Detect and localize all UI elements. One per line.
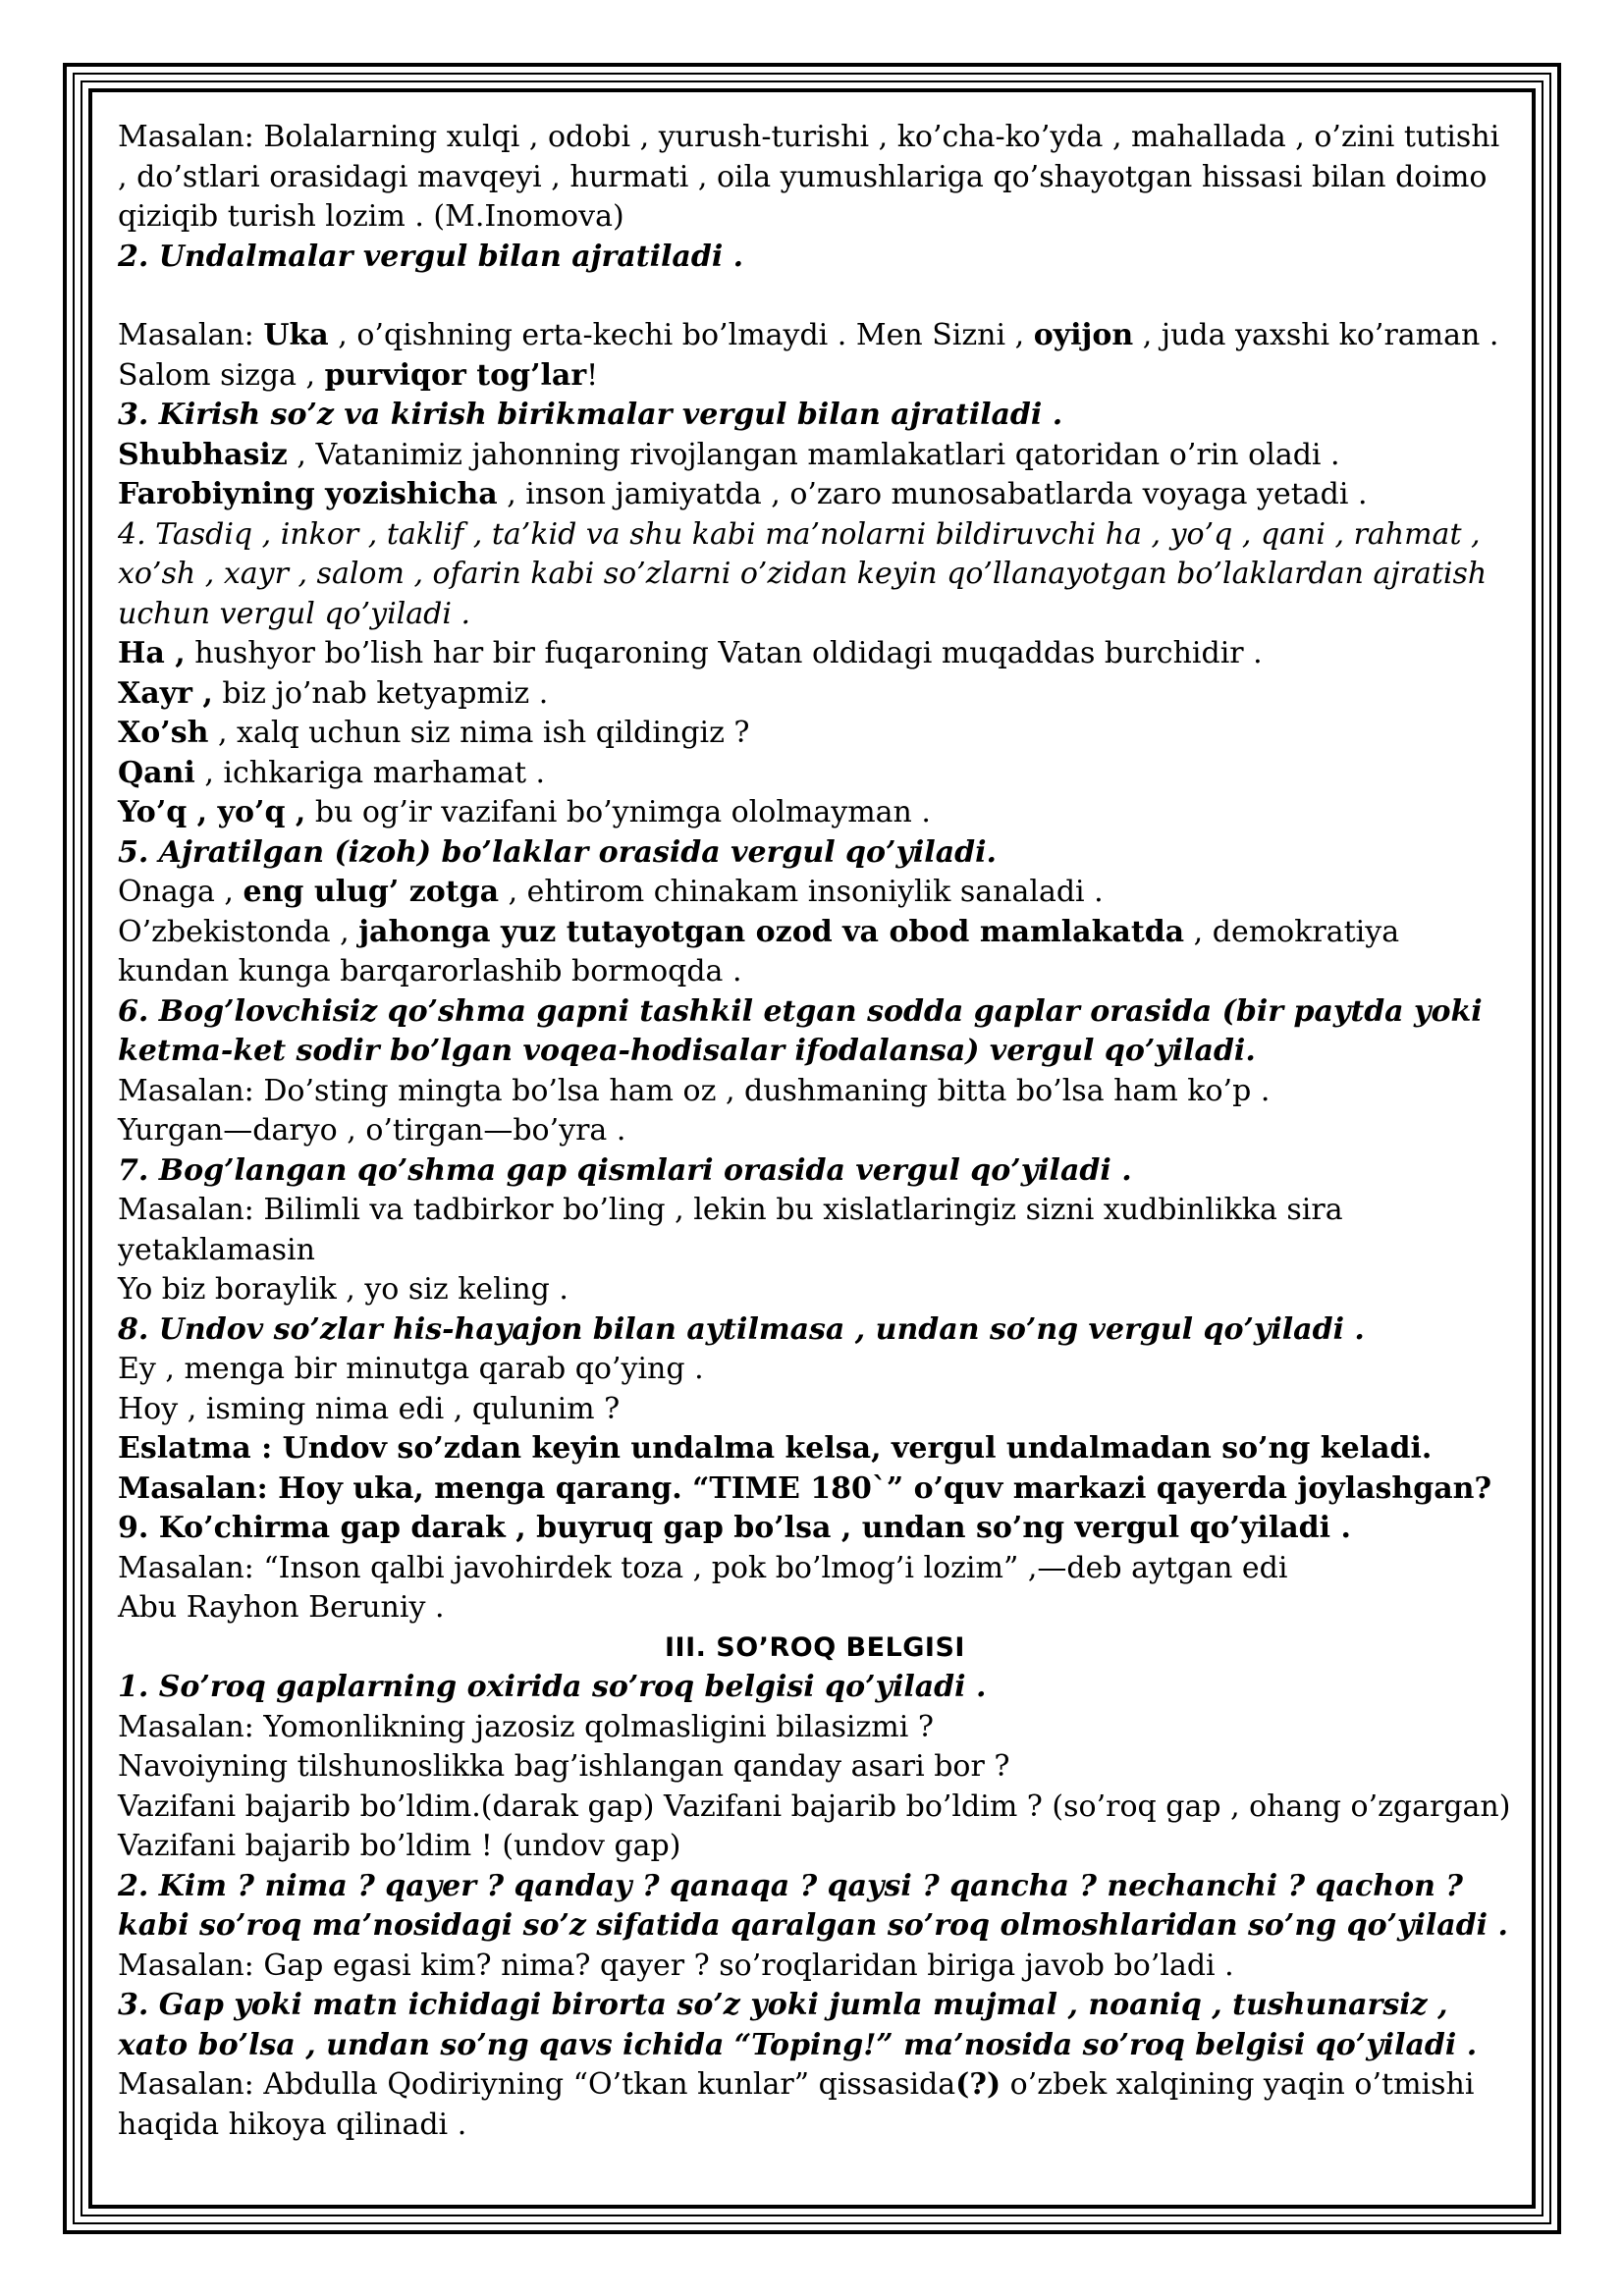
bold-term: eng ulug’ zotga [243, 875, 500, 909]
text: , Vatanimiz jahonning rivojlangan mamlakatlari qatoridan o’rin oladi . [287, 437, 1340, 472]
rule-6-example-b: Yurgan—daryo , o’tirgan—bo’yra . [118, 1113, 626, 1148]
text: Onaga , [118, 875, 244, 909]
rule-4-example [118, 793, 1512, 833]
s3-rule-1-example: Navoiyning tilshunoslikka bag’ishlangan qanday asari bor ? [118, 1749, 1010, 1784]
text: bu og’ir vazifani bo’ynimga ololmayman . [305, 795, 931, 829]
rule-3-example-a [118, 436, 1512, 476]
s3-rule-2: 2. Kim ? nima ? qayer ? qanday ? qanaqa ? qaysi ? qancha ? nechanchi ? qachon ? kabi so’roq ma’nosidagi so’z sifatida qaralgan so’roq olmoshlaridan so’ng qo’yiladi . [118, 1868, 1508, 1943]
text: Masalan: [118, 318, 264, 352]
text: , xalq uchun siz nima ish qildingiz ? [208, 716, 750, 750]
rule-4-example [118, 634, 1512, 674]
rule-9-example-b: Abu Rayhon Beruniy . [118, 1590, 445, 1625]
rule-4-example [118, 674, 1512, 715]
rule-2: 2. Undalmalar vergul bilan ajratiladi . [118, 239, 744, 274]
rule-4-example [118, 714, 1512, 754]
s3-rule-3-example [118, 2065, 1512, 2145]
bold-term: Qani [118, 755, 195, 790]
bold-term: Uka [263, 318, 329, 352]
rule-3-example-b [118, 475, 1512, 515]
rule-7-example-a: Masalan: Bilimli va tadbirkor bo’ling , lekin bu xislatlaringiz sizni xudbinlikka sira yetaklamasin [118, 1193, 1343, 1267]
text: , o’qishning erta-kechi bo’lmaydi . Men Sizni , [328, 318, 1034, 352]
text: Masalan: Abdulla Qodiriyning “O’tkan kunlar” qissasida [118, 2067, 956, 2102]
section-heading: III. SO’ROQ BELGISI [665, 1631, 965, 1663]
text: , ehtirom chinakam insoniylik sanaladi . [499, 875, 1104, 909]
rule-5-example-a [118, 873, 1512, 913]
text: hushyor bo’lish har bir fuqaroning Vatan oldidagi muqaddas burchidir . [185, 636, 1263, 670]
rule-5-example-b [118, 913, 1512, 992]
rule-6-example-a: Masalan: Do’sting mingta bo’lsa ham oz , dushmaning bitta bo’lsa ham ko’p . [118, 1073, 1271, 1108]
rule-8-note: Eslatma : Undov so’zdan keyin undalma kelsa, vergul undalmadan so’ng keladi. [118, 1431, 1433, 1466]
rule-5: 5. Ajratilgan (izoh) bo’laklar orasida vergul qo’yiladi. [118, 834, 997, 870]
rule-8-example-a: Ey , menga bir minutga qarab qo’ying . [118, 1352, 704, 1386]
bold-term: Xo’sh [118, 716, 209, 750]
rule-7-example-b: Yo biz boraylik , yo siz keling . [118, 1272, 568, 1307]
s3-rule-1-example: Vazifani bajarib bo’ldim.(darak gap) Vazifani bajarib bo’ldim ? (so’roq gap , ohang o’zgargan) [118, 1789, 1511, 1824]
s3-rule-3: 3. Gap yoki matn ichidagi birorta so’z yoki jumla mujmal , noaniq , tushunarsiz , xato bo’lsa , undan so’ng qavs ichida “Toping!” ma’nosida so’roq belgisi qo’yiladi . [118, 1988, 1478, 2062]
text: O’zbekistonda , [118, 914, 359, 949]
bold-term: oyijon [1033, 318, 1134, 352]
s3-rule-1: 1. So’roq gaplarning oxirida so’roq belgisi qo’yiladi . [118, 1670, 987, 1704]
rule-9: 9. Ko’chirma gap darak , buyruq gap bo’lsa , undan so’ng vergul qo’yiladi . [118, 1511, 1351, 1545]
rule-6: 6. Bog’lovchisiz qo’shma gapni tashkil etgan sodda gaplar orasida (bir paytda yoki ketma-ket sodir bo’lgan voqea-hodisalar ifodalansa) vergul qo’yiladi. [118, 993, 1483, 1068]
rule-2-example [118, 316, 1512, 396]
intro-example: Masalan: Bolalarning xulqi , odobi , yurush-turishi , ko’cha-ko’yda , mahallada , o’zini tutishi , do’stlari orasidagi mavqeyi , hurmati , oila yumushlariga qo’shayotgan hissasi bilan doimo qiziqib turish lozim . (M.Inomova) [118, 120, 1500, 234]
rule-7: 7. Bog’langan qo’shma gap qismlari orasida vergul qo’yiladi . [118, 1152, 1132, 1188]
rule-3: 3. Kirish so’z va kirish birikmalar vergul bilan ajratiladi . [118, 398, 1063, 432]
bold-term: (?) [955, 2067, 1001, 2102]
text: o’zbek xalqining yaqin o’tmishi haqida hikoya qilinadi . [118, 2067, 1475, 2142]
rule-4: 4. Tasdiq , inkor , taklif , ta’kid va shu kabi ma’nolarni bildiruvchi ha , yo’q , qani , rahmat , xo’sh , xayr , salom , ofarin kabi so’zlarni o’zidan keyin qo’llanayotgan bo’laklardan ajratish uchun vergul qo’yiladi . [118, 516, 1488, 631]
text: , juda yaxshi ko’raman . Salom sizga , [118, 318, 1499, 393]
rule-9-example-a: Masalan: “Inson qalbi javohirdek toza , pok bo’lmog’i lozim” ,—deb aytgan edi [118, 1550, 1288, 1585]
bold-term: purviqor tog’lar [324, 357, 587, 393]
bold-term: Farobiyning yozishicha [118, 477, 498, 511]
text: biz jo’nab ketyapmiz . [212, 675, 549, 711]
bold-term: Xayr , [118, 675, 213, 711]
s3-rule-2-example: Masalan: Gap egasi kim? nima? qayer ? so’roqlaridan biriga javob bo’ladi . [118, 1948, 1234, 1983]
text: , inson jamiyatda , o’zaro munosabatlarda voyaga yetadi . [497, 477, 1368, 511]
text: , demokratiya kundan kunga barqarorlashib bormoqda . [118, 914, 1400, 988]
spacer [118, 277, 1512, 316]
bold-term: Shubhasiz [118, 437, 288, 472]
s3-rule-1-example: Vazifani bajarib bo’ldim ! (undov gap) [118, 1829, 681, 1863]
bold-term: Yo’q , yo’q , [118, 795, 306, 829]
bold-term: jahonga yuz tutayotgan ozod va obod mamlakatda [358, 914, 1185, 949]
s3-rule-1-example: Masalan: Yomonlikning jazosiz qolmasligini bilasizmi ? [118, 1709, 934, 1744]
bold-term: Ha , [118, 636, 186, 670]
document-body [118, 118, 1512, 2145]
rule-8-note-example: Masalan: Hoy uka, menga qarang. “TIME 180`” o’quv markazi qayerda joylashgan? [118, 1470, 1492, 1506]
text: ! [586, 357, 599, 393]
text: , ichkariga marhamat . [194, 755, 546, 790]
rule-4-example [118, 754, 1512, 794]
rule-8-example-b: Hoy , isming nima edi , qulunim ? [118, 1391, 621, 1426]
rule-8: 8. Undov so’zlar his-hayajon bilan aytilmasa , undan so’ng vergul qo’yiladi . [118, 1311, 1365, 1347]
